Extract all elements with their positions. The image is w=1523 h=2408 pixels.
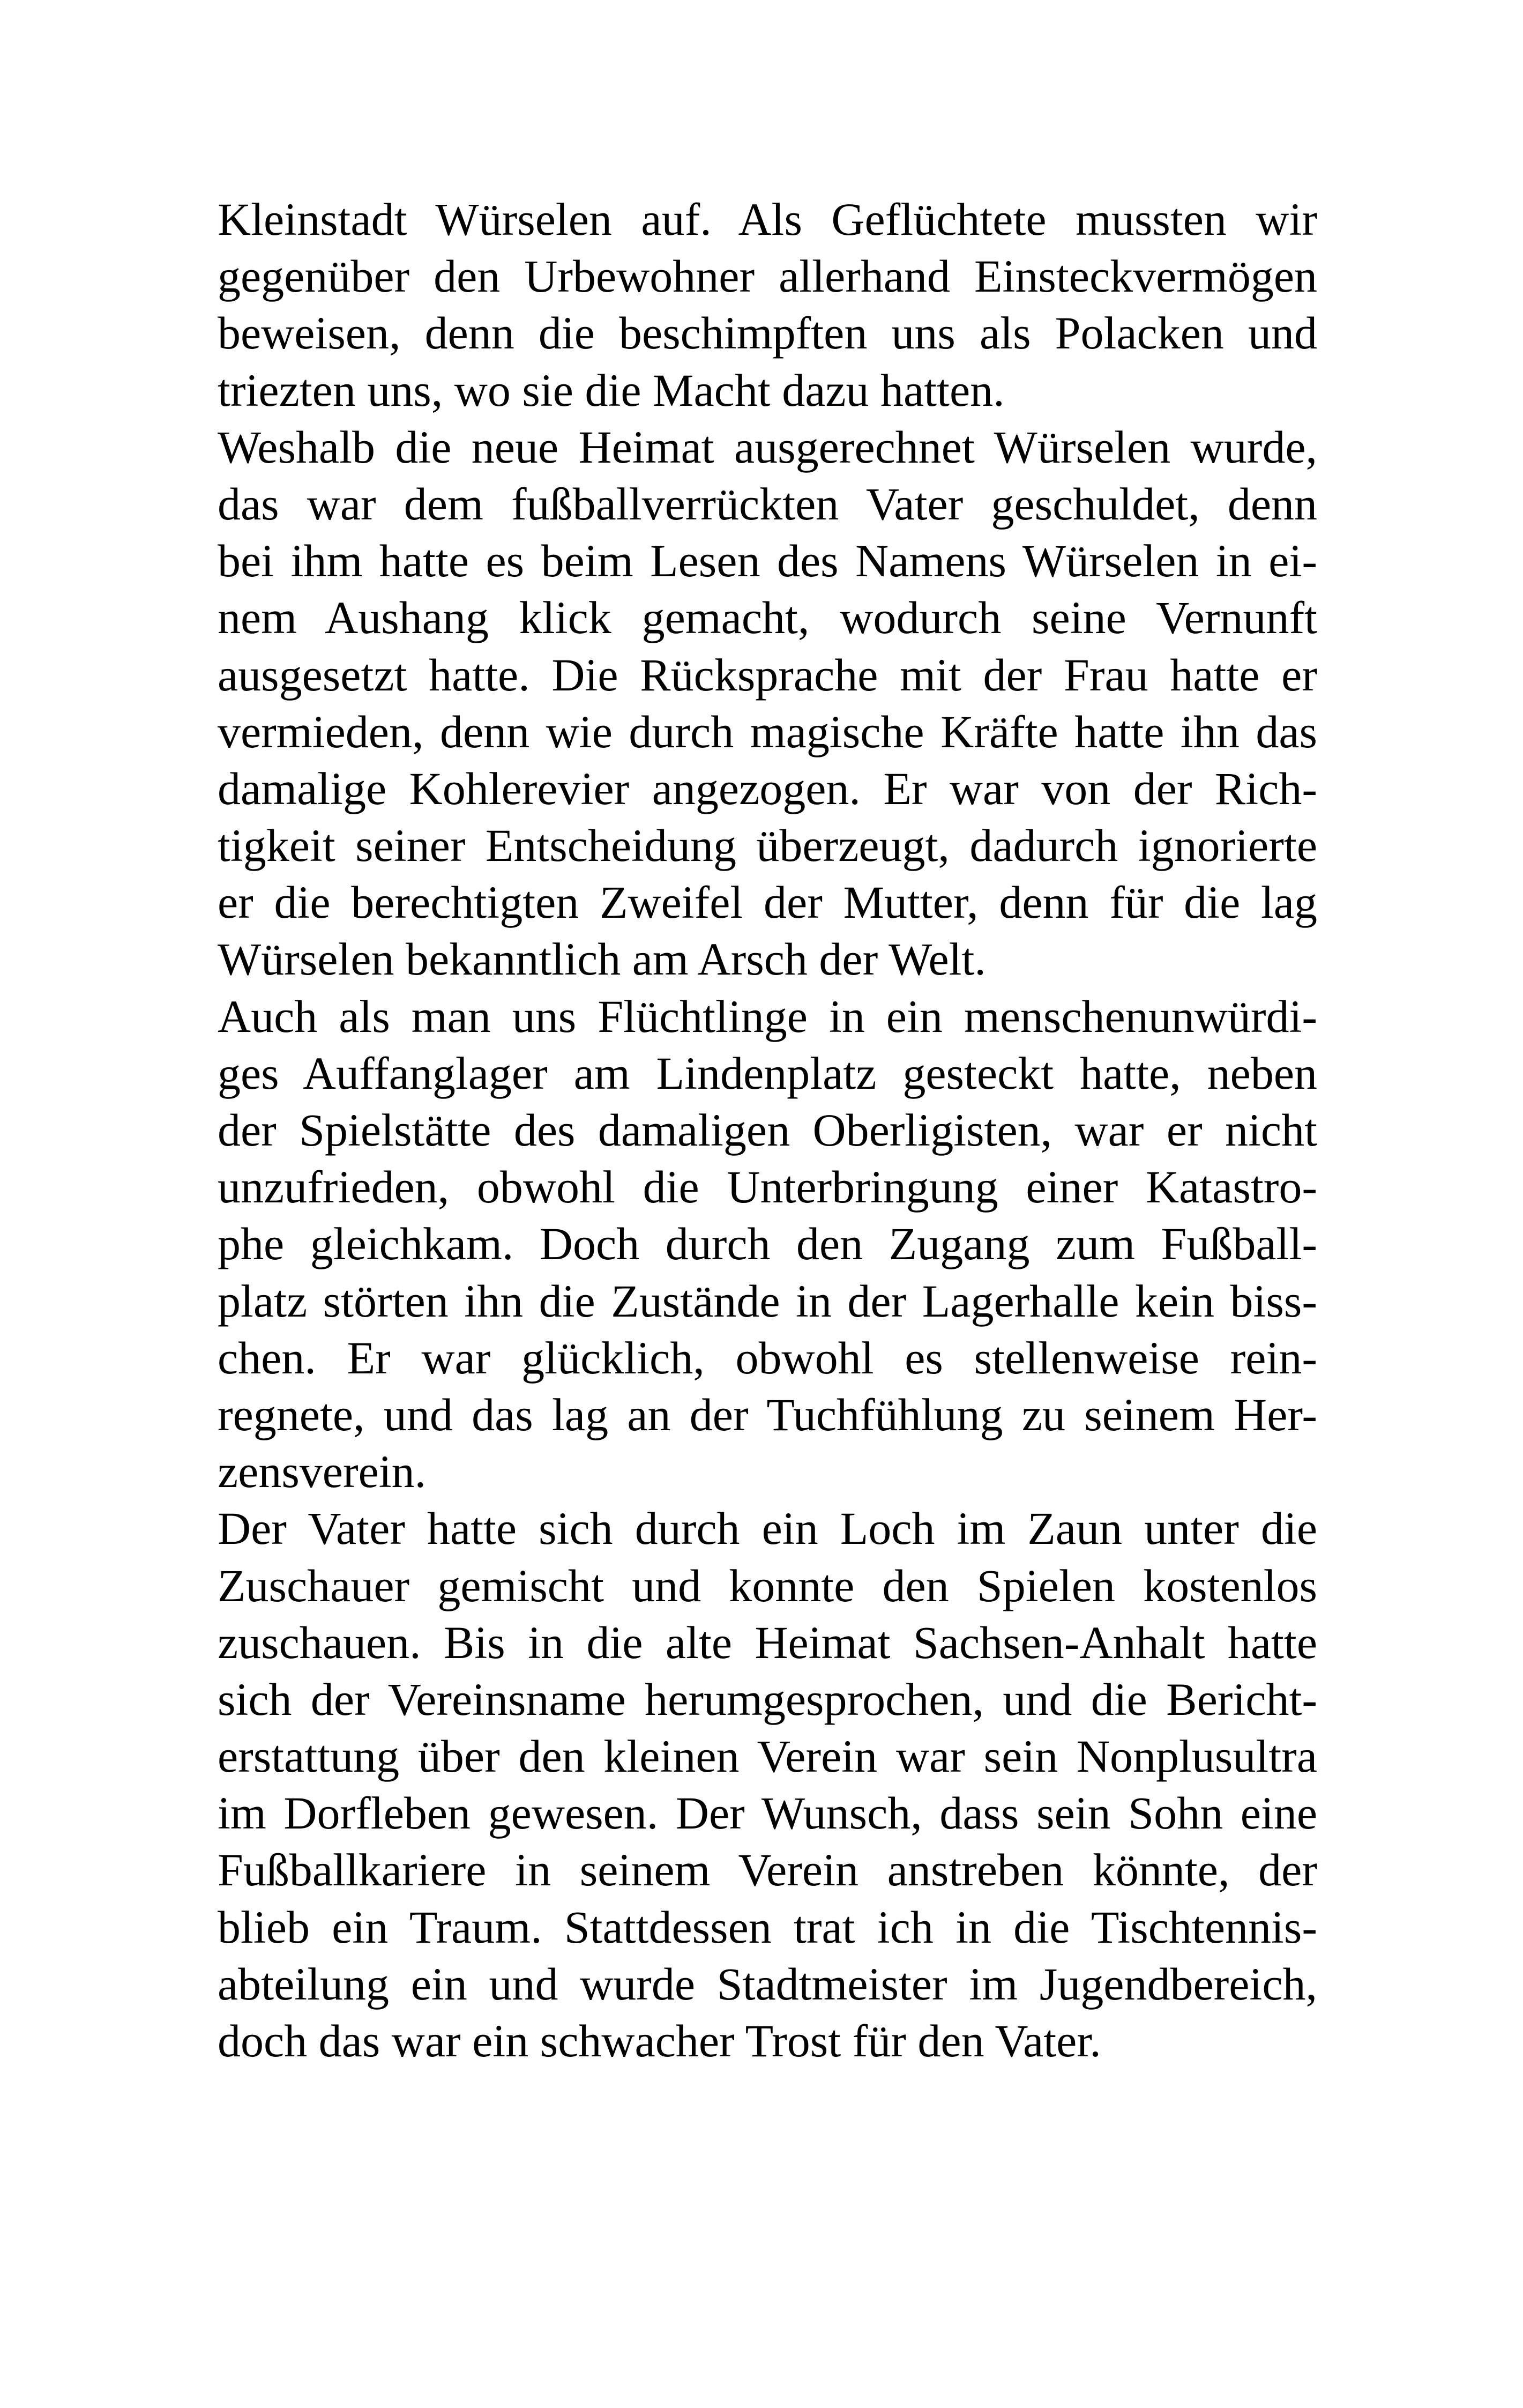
text-line: im Dorfleben gewesen. Der Wunsch, dass sein Sohn eine (218, 1787, 1317, 1839)
text-line: erstattung über den kleinen Verein war sein Nonplusultra (218, 1730, 1317, 1782)
text-line: Weshalb die neue Heimat ausgerechnet Würselen wurde, (218, 421, 1317, 473)
text-line: Der Vater hatte sich durch ein Loch im Zaun unter die (218, 1503, 1317, 1555)
text-line: unzufrieden, obwohl die Unterbringung einer Katastro- (218, 1161, 1317, 1213)
text-line: Würselen bekanntlich am Arsch der Welt. (218, 933, 986, 985)
text-line: bei ihm hatte es beim Lesen des Namens Würselen in ei- (218, 535, 1317, 587)
text-line: damalige Kohlerevier angezogen. Er war von der Rich- (218, 762, 1317, 814)
text-line: Zuschauer gemischt und konnte den Spielen kostenlos (218, 1559, 1317, 1611)
paragraph (218, 1500, 1317, 2069)
text-line: ges Auffanglager am Lindenplatz gesteckt hatte, neben (218, 1047, 1317, 1099)
text-line: zuschauen. Bis in die alte Heimat Sachsen-Anhalt hatte (218, 1616, 1317, 1668)
text-line: er die berechtigten Zweifel der Mutter, denn für die lag (218, 876, 1317, 928)
text-line: platz störten ihn die Zustände in der Lagerhalle kein biss- (218, 1275, 1317, 1327)
text-line: tigkeit seiner Entscheidung überzeugt, dadurch ignorierte (218, 820, 1317, 872)
text-line: doch das war ein schwacher Trost für den Vater. (218, 2015, 1101, 2067)
paragraph (218, 191, 1317, 419)
text-line: Fußballkariere in seinem Verein anstreben könnte, der (218, 1844, 1317, 1896)
text-line: regnete, und das lag an der Tuchfühlung zu seinem Her- (218, 1388, 1317, 1440)
text-line: gegenüber den Urbewohner allerhand Einsteckvermögen (218, 250, 1317, 302)
text-line: phe gleichkam. Doch durch den Zugang zum Fußball- (218, 1218, 1317, 1270)
text-line: Auch als man uns Flüchtlinge in ein menschenunwürdi- (218, 990, 1317, 1042)
text-line: triezten uns, wo sie die Macht dazu hatten. (218, 364, 1005, 416)
text-line: der Spielstätte des damaligen Oberligisten, war er nicht (218, 1104, 1317, 1156)
text-line: beweisen, denn die beschimpften uns als Polacken und (218, 307, 1317, 359)
text-line: zensverein. (218, 1446, 427, 1498)
text-line: chen. Er war glücklich, obwohl es stellenweise rein- (218, 1332, 1317, 1384)
text-line: Kleinstadt Würselen auf. Als Geflüchtete mussten wir (218, 194, 1317, 245)
text-line: vermieden, denn wie durch magische Kräfte hatte ihn das (218, 705, 1317, 757)
paragraph (218, 988, 1317, 1500)
text-line: ausgesetzt hatte. Die Rücksprache mit der Frau hatte er (218, 649, 1317, 701)
text-line: abteilung ein und wurde Stadtmeister im Jugendbereich, (218, 1958, 1317, 2010)
text-line: das war dem fußballverrückten Vater geschuldet, denn (218, 478, 1317, 530)
text-line: blieb ein Traum. Stattdessen trat ich in die Tischtennis- (218, 1901, 1317, 1953)
paragraph (218, 419, 1317, 988)
text-line: nem Aushang klick gemacht, wodurch seine Vernunft (218, 592, 1317, 644)
text-line: sich der Vereinsname herumgesprochen, und die Bericht- (218, 1673, 1317, 1725)
body-text (218, 191, 1317, 2069)
